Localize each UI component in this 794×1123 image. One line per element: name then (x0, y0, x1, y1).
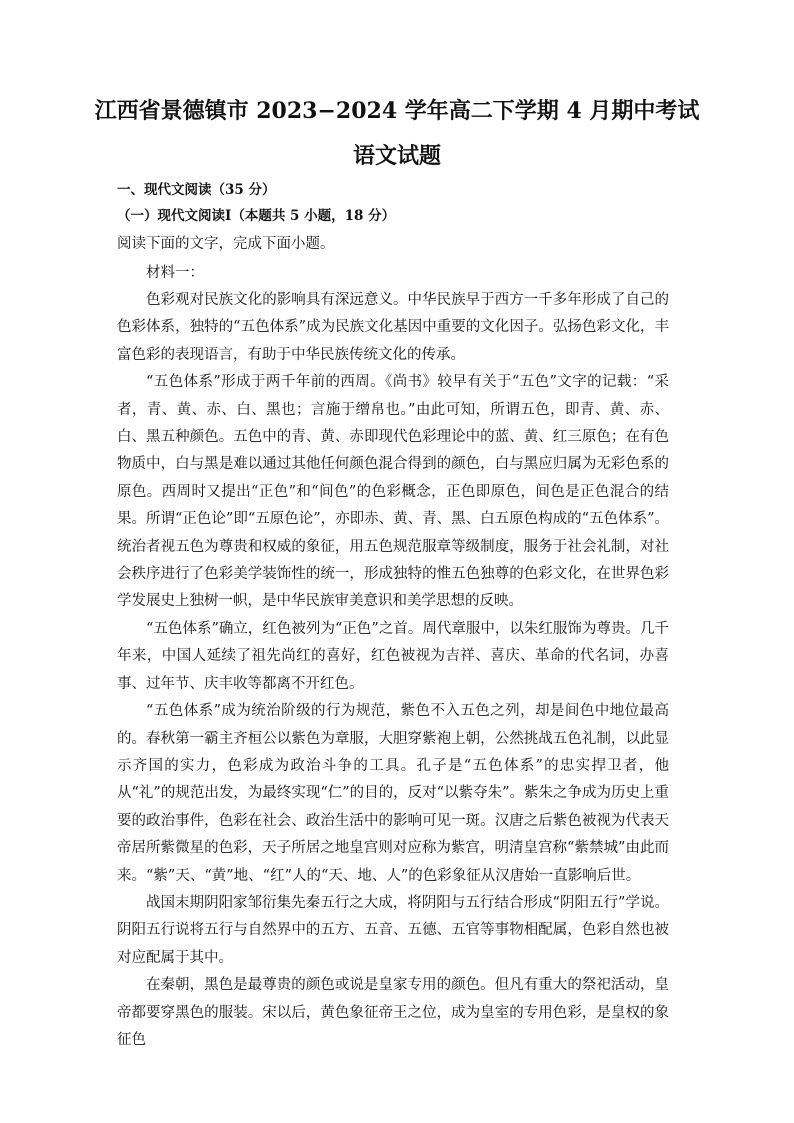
instruction-text: 阅读下面的文字，完成下面小题。 (117, 236, 335, 252)
paragraph-3: “五色体系”确立，红色被列为“正色”之首。周代章服中，以朱红服饰为尊贵。几千年来，中国人延续了祖先尚红的喜好，红色被视为吉祥、喜庆、革命的代名词，办喜事、过年节、庆丰收等都离不开红色。 (117, 620, 669, 692)
document-subtitle: 语文试题 (352, 143, 441, 169)
paragraph-4: “五色体系”成为统治阶级的行为规范，紫色不入五色之列，却是间色中地位最高的。春秋第一霸主齐桓公以紫色为章服，大胆穿紫袍上朝，公然挑战五色礼制，以此显示齐国的实力，色彩成为政治斗争的工具。孔子是“五色体系”的忠实捍卫者，他从“礼”的规范出发，为最终实现“仁”的目的，反对“以紫夺朱”。紫朱之争成为历史上重要的政治事件，色彩在社会、政治生活中的影响可见一斑。汉唐之后紫色被视为代表天帝居所紫微星的色彩，天子所居之地皇宫则对应称为紫宫，明清皇宫称“紫禁城”由此而来。“紫”天、“黄”地、“红”人的“天、地、人”的色彩象征从汉唐始一直影响后世。 (117, 703, 669, 884)
article-body (117, 287, 669, 1054)
section-heading: 一、现代文阅读（35 分） (117, 182, 276, 198)
document-title: 江西省景德镇市 2023−2024 学年高二下学期 4 月期中考试 (94, 98, 700, 124)
paragraph-6: 在秦朝，黑色是最尊贵的颜色或说是皇家专用的颜色。但凡有重大的祭祀活动，皇帝都要穿黑色的服装。宋以后，黄色象征帝王之位，成为皇室的专用色彩，是皇权的象征色 (117, 977, 669, 1048)
paragraph-5: 战国末期阴阳家邹衍集先秦五行之大成，将阴阳与五行结合形成“阴阳五行”学说。阴阳五行说将五行与自然界中的五方、五音、五德、五官等事物相配属，色彩自然也被对应配属于其中。 (117, 894, 669, 966)
subsection-heading: （一）现代文阅读Ⅰ（本题共 5 小题，18 分） (117, 208, 396, 224)
paragraph-1: 色彩观对民族文化的影响具有深远意义。中华民族早于西方一千多年形成了自己的色彩体系，独特的“五色体系”成为民族文化基因中重要的文化因子。弘扬色彩文化，丰富色彩的表现语言，有助于中华民族传统文化的传承。 (117, 292, 669, 363)
paragraph-2: “五色体系”形成于两千年前的西周。《尚书》较早有关于“五色”文字的记载：“采者，青、黄、赤、白、黑也；言施于缯帛也。”由此可知，所谓五色，即青、黄、赤、白、黑五种颜色。五色中的青、黄、赤即现代色彩理论中的蓝、黄、红三原色；在有色物质中，白与黑是难以通过其他任何颜色混合得到的颜色，白与黑应归属为无彩色系的原色。西周时又提出“正色”和“间色”的色彩概念，正色即原色，间色是正色混合的结果。所谓“正色论”即“五原色论”，亦即赤、黄、青、黑、白五原色构成的“五色体系”。统治者视五色为尊贵和权威的象征，用五色规范服章等级制度，服务于社会礼制，对社会秩序进行了色彩美学装饰性的统一，形成独特的惟五色独尊的色彩文化，在世界色彩学发展史上独树一帜，是中华民族审美意识和美学思想的反映。 (117, 374, 669, 610)
material-label: 材料一： (146, 265, 204, 281)
